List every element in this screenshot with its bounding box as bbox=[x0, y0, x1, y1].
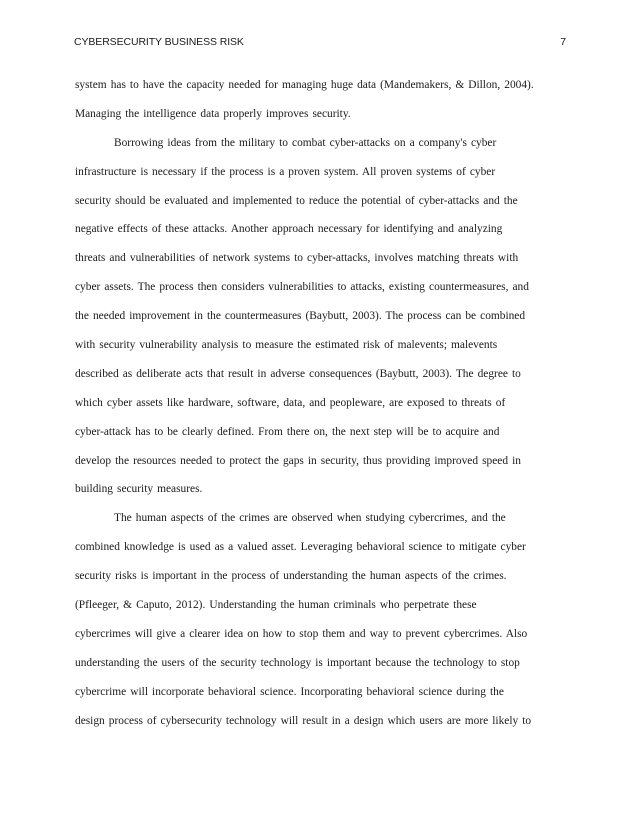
text-line: design process of cybersecurity technology will result in a design which users are more likely to bbox=[75, 714, 532, 727]
page-header bbox=[74, 36, 566, 52]
text-line: security should be evaluated and implemented to reduce the potential of cyber-attacks and the bbox=[75, 194, 518, 207]
text-line: threats and vulnerabilities of network systems to cyber-attacks, involves matching threats with bbox=[75, 252, 519, 265]
paragraph-2 bbox=[75, 129, 569, 505]
text-line: security risks is important in the process of understanding the human aspects of the crimes. bbox=[75, 570, 507, 583]
text-line: (Pfleeger, & Caputo, 2012). Understanding the human criminals who perpetrate these bbox=[75, 599, 477, 612]
text-line: system has to have the capacity needed for managing huge data (Mandemakers, & Dillon, 2004). bbox=[75, 79, 534, 91]
text-line: cyber assets. The process then considers vulnerabilities to attacks, existing countermeasures, and bbox=[75, 281, 529, 294]
text-line: cyber-attack has to be clearly defined. From there on, the next step will be to acquire and bbox=[75, 425, 500, 438]
text-line: building security measures. bbox=[75, 483, 203, 496]
page-number: 7 bbox=[560, 36, 566, 48]
paragraph-3 bbox=[75, 504, 569, 735]
running-head: CYBERSECURITY BUSINESS RISK bbox=[74, 36, 244, 48]
text-line: understanding the users of the security technology is important because the technology to stop bbox=[75, 656, 520, 669]
text-line: Borrowing ideas from the military to combat cyber-attacks on a company's cyber bbox=[114, 136, 497, 149]
text-line: cybercrime will incorporate behavioral science. Incorporating behavioral science during the bbox=[75, 685, 504, 698]
text-line: combined knowledge is used as a valued asset. Leveraging behavioral science to mitigate cyber bbox=[75, 541, 526, 554]
text-line: with security vulnerability analysis to measure the estimated risk of malevents; malevents bbox=[75, 339, 498, 352]
text-line: Managing the intelligence data properly improves security. bbox=[75, 107, 351, 120]
text-line: which cyber assets like hardware, software, data, and peopleware, are exposed to threats of bbox=[75, 396, 506, 409]
text-line: cybercrimes will give a clearer idea on how to stop them and way to prevent cybercrimes. Also bbox=[75, 627, 528, 640]
body-text bbox=[75, 71, 569, 735]
text-line: negative effects of these attacks. Another approach necessary for identifying and analyzing bbox=[75, 223, 503, 236]
text-line: infrastructure is necessary if the process is a proven system. All proven systems of cyber bbox=[75, 165, 496, 178]
text-line: develop the resources needed to protect the gaps in security, thus providing improved speed in bbox=[75, 454, 521, 467]
text-line: described as deliberate acts that result in adverse consequences (Baybutt, 2003). The degree to bbox=[75, 367, 521, 380]
text-line: The human aspects of the crimes are observed when studying cybercrimes, and the bbox=[114, 512, 506, 525]
paragraph-1 bbox=[75, 71, 569, 129]
text-line: the needed improvement in the countermeasures (Baybutt, 2003). The process can be combined bbox=[75, 310, 526, 323]
